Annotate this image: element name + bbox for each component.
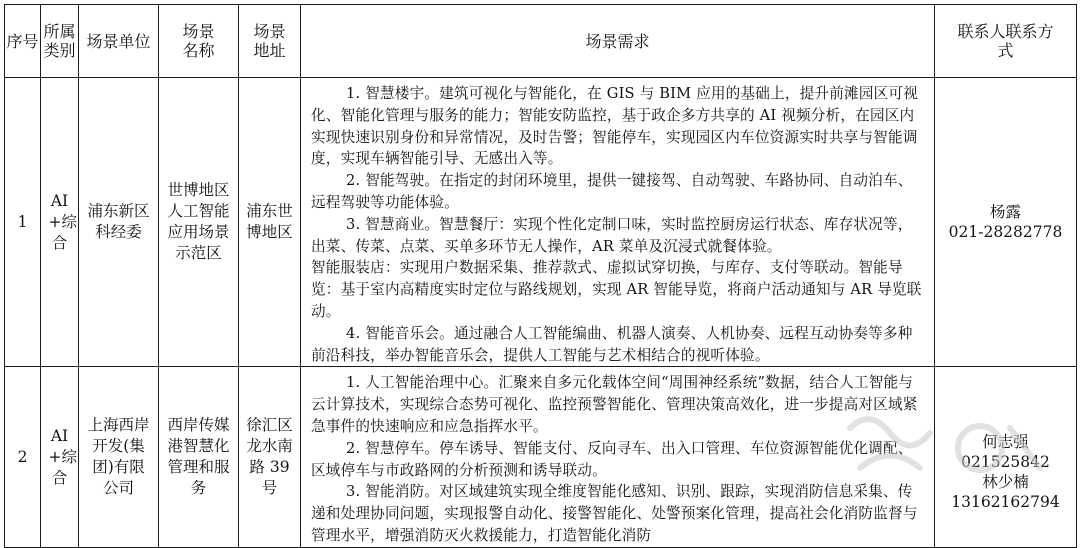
header-category: 所属类别 bbox=[41, 5, 79, 78]
table-row bbox=[5, 78, 1077, 367]
row-unit: 上海西岸开发(集团)有限公司 bbox=[79, 367, 159, 547]
contact-name: 何志强 bbox=[982, 433, 1029, 452]
header-contact: 联系人联系方式 bbox=[935, 5, 1077, 78]
row-address: 徐汇区龙水南路 39 号 bbox=[239, 367, 301, 547]
row-scene-name: 世博地区人工智能应用场景示范区 bbox=[159, 78, 239, 367]
requirement-item: 4. 智能音乐会。通过融合人工智能编曲、机器人演奏、人机协奏、远程互动协奏等多种前沿科技，举办智能音乐会，提供人工智能与艺术相结合的视听体验。 bbox=[311, 324, 913, 364]
contact-name: 林少楠 bbox=[982, 473, 1029, 492]
row-requirements bbox=[301, 367, 935, 547]
header-row bbox=[5, 5, 1077, 78]
row-category: AI+综合 bbox=[41, 78, 79, 367]
contact-phone: 13162162794 bbox=[951, 493, 1060, 512]
requirement-item: 2. 智慧停车。停车诱导、智能支付、反向寻车、出入口管理、车位资源智能优化调配、区域停车与市政路网的分析预测和诱导联动。 bbox=[311, 439, 913, 479]
contact-phone: 021525842 bbox=[961, 453, 1050, 472]
header-unit: 场景单位 bbox=[79, 5, 159, 78]
row-address: 浦东世博地区 bbox=[239, 78, 301, 367]
table-row bbox=[5, 367, 1077, 547]
row-unit: 浦东新区科经委 bbox=[79, 78, 159, 367]
row-seq: 2 bbox=[5, 367, 41, 547]
scenario-table bbox=[4, 4, 1077, 548]
row-seq: 1 bbox=[5, 78, 41, 367]
row-contact bbox=[935, 367, 1077, 547]
contact-name: 杨露 bbox=[989, 203, 1021, 222]
contact-phone: 021-28282778 bbox=[948, 223, 1063, 242]
requirement-item: 1. 智慧楼宇。建筑可视化与智能化，在 GIS 与 BIM 应用的基础上，提升前滩园区可视化、智能化管理与服务的能力；智能安防监控，基于政企多方共享的 AI 视频分析，在园区内实现快速识别身份和异常情况，及时告警；智能停车，实现园区内车位资源实时共享与智能调度，实现车辆智能引导、无感出入等。 bbox=[311, 85, 919, 168]
requirement-item: 智能服装店：实现用户数据采集、推荐款式、虚拟试穿切换，与库存、支付等联动。智能导览：基于室内高精度实时定位与路线规划，实现 AR 智能导览，将商户活动通知与 AR 导览联动。 bbox=[311, 259, 922, 320]
row-contact bbox=[935, 78, 1077, 367]
header-address: 场景地址 bbox=[239, 5, 301, 78]
requirement-item: 1. 人工智能治理中心。汇聚来自多元化载体空间“周围神经系统”数据，结合人工智能与云计算技术，实现综合态势可视化、监控预警智能化、管理决策高效化，进一步提高对区域紧急事件的快速响应和应急指挥水平。 bbox=[311, 374, 918, 435]
header-requirement: 场景需求 bbox=[301, 5, 935, 78]
row-scene-name: 西岸传媒港智慧化管理和服务 bbox=[159, 367, 239, 547]
row-category: AI+综合 bbox=[41, 367, 79, 547]
requirement-item: 3. 智慧商业。智慧餐厅：实现个性化定制口味，实时监控厨房运行状态、库存状况等，出菜、传菜、点菜、买单多环节无人操作，AR 菜单及沉浸式就餐体验。 bbox=[311, 215, 913, 255]
header-name: 场景名称 bbox=[159, 5, 239, 78]
row-requirements bbox=[301, 78, 935, 367]
requirement-item: 3. 智能消防。对区域建筑实现全维度智能化感知、识别、跟踪，实现消防信息采集、传递和处理协同问题，实现报警自动化、接警智能化、处警预案化管理，提高社会化消防监督与管理水平，增强消防灭火救援能力，打造智能化消防 bbox=[311, 483, 918, 544]
requirement-item: 2. 智能驾驶。在指定的封闭环境里，提供一键接驾、自动驾驶、车路协同、自动泊车、远程驾驶等功能体验。 bbox=[311, 172, 913, 211]
header-seq: 序号 bbox=[5, 5, 41, 78]
